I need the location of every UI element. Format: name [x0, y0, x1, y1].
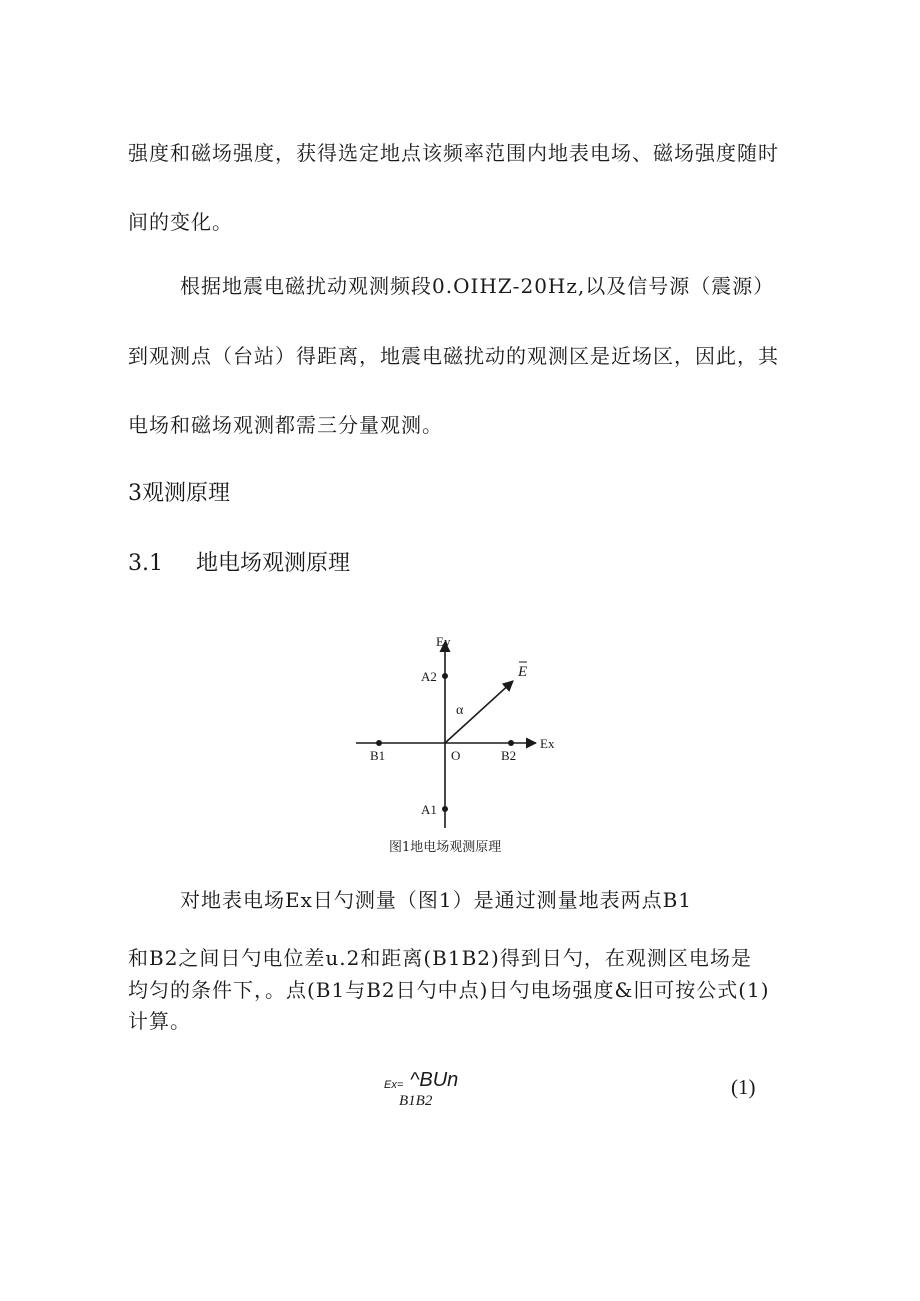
equation-number: (1)	[731, 1075, 756, 1099]
label-ex: Ex	[540, 736, 555, 751]
equation-numerator: ^BUn	[410, 1069, 459, 1091]
equation-denominator: B1B2	[399, 1093, 433, 1109]
paragraph-line: 对地表电场Ex日勺测量（图1）是通过测量地表两点B1	[180, 888, 693, 912]
section-heading: 3观测原理	[128, 481, 230, 506]
paragraph-line: 根据地震电磁扰动观测频段0.OIHZ-20Hz,以及信号源（震源）	[180, 274, 775, 298]
point-a1	[442, 806, 448, 812]
label-o: O	[451, 748, 461, 763]
paragraph-line: 电场和磁场观测都需三分量观测。	[128, 413, 443, 437]
label-ey: Ey	[436, 634, 451, 649]
label-a2: A2	[421, 669, 437, 684]
label-b1: B1	[370, 748, 386, 763]
paragraph-line: 间的变化。	[128, 210, 233, 234]
label-b2: B2	[501, 748, 517, 763]
label-e: E	[518, 664, 528, 680]
paragraph-line: 和B2之间日勺电位差u.2和距离(B1B2)得到日勺，在观测区电场是	[128, 946, 752, 970]
point-b2	[508, 740, 514, 746]
equation-lhs: Ex=	[384, 1079, 404, 1091]
subsection-title: 地电场观测原理	[196, 551, 351, 576]
paragraph-line: 均匀的条件下，。点(B1与B2日勺中点)日勺电场强度&旧可按公式(1)	[128, 978, 770, 1002]
paragraph-line: 到观测点（台站）得距离，地震电磁扰动的观测区是近场区，因此，其	[128, 344, 779, 368]
subsection-number: 3.1	[128, 551, 163, 576]
paragraph-line: 强度和磁场强度，获得选定地点该频率范围内地表电场、磁场强度随时	[128, 141, 779, 165]
point-b1	[376, 740, 382, 746]
paragraph-line: 计算。	[128, 1009, 191, 1033]
figure-caption: 图1地电场观测原理	[389, 840, 502, 855]
point-a2	[442, 673, 448, 679]
subsection-heading	[128, 546, 350, 577]
label-alpha: α	[456, 703, 464, 718]
label-a1: A1	[421, 802, 437, 817]
electric-field-diagram	[350, 628, 580, 833]
